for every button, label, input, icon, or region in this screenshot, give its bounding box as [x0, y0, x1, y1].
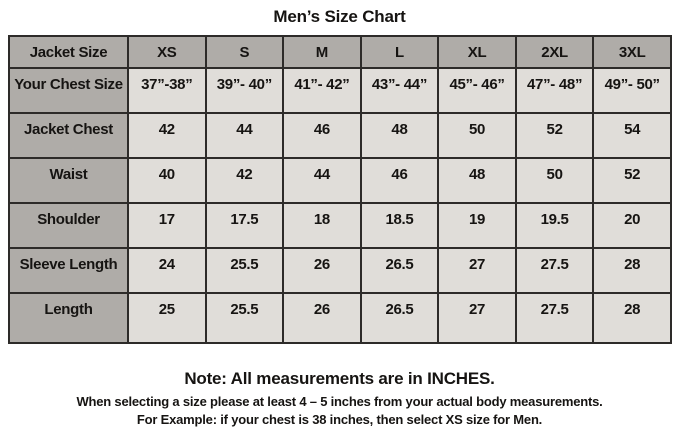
column-header-3xl: 3XL [593, 36, 671, 68]
size-value: 20 [593, 203, 671, 248]
size-value: 46 [361, 158, 439, 203]
column-header-jacket-size: Jacket Size [9, 36, 128, 68]
size-value: 49”- 50” [593, 68, 671, 113]
size-value: 18 [283, 203, 361, 248]
size-value: 42 [206, 158, 284, 203]
size-value: 26 [283, 248, 361, 293]
size-value: 48 [438, 158, 516, 203]
row-label: Length [9, 293, 128, 343]
size-value: 18.5 [361, 203, 439, 248]
size-value: 17 [128, 203, 206, 248]
size-value: 54 [593, 113, 671, 158]
size-value: 25 [128, 293, 206, 343]
column-header-m: M [283, 36, 361, 68]
size-value: 26.5 [361, 248, 439, 293]
size-value: 43”- 44” [361, 68, 439, 113]
size-value: 50 [516, 158, 594, 203]
column-header-l: L [361, 36, 439, 68]
size-value: 19.5 [516, 203, 594, 248]
size-value: 52 [593, 158, 671, 203]
size-value: 46 [283, 113, 361, 158]
size-value: 27 [438, 248, 516, 293]
table-row-sleeve-length [9, 248, 671, 293]
size-value: 48 [361, 113, 439, 158]
size-value: 28 [593, 293, 671, 343]
size-value: 44 [206, 113, 284, 158]
size-value: 47”- 48” [516, 68, 594, 113]
size-value: 44 [283, 158, 361, 203]
size-value: 39”- 40” [206, 68, 284, 113]
note-line-1: When selecting a size please at least 4 – 5 inches from your actual body measurements. [76, 394, 603, 409]
size-table [8, 35, 672, 344]
table-row-waist [9, 158, 671, 203]
size-value: 19 [438, 203, 516, 248]
column-header-xs: XS [128, 36, 206, 68]
row-label: Jacket Chest [9, 113, 128, 158]
row-label: Shoulder [9, 203, 128, 248]
table-header-row [9, 36, 671, 68]
size-value: 27.5 [516, 248, 594, 293]
size-value: 37”-38” [128, 68, 206, 113]
table-row-shoulder [9, 203, 671, 248]
size-value: 45”- 46” [438, 68, 516, 113]
page-title: Men’s Size Chart [273, 7, 406, 26]
row-label: Waist [9, 158, 128, 203]
size-value: 40 [128, 158, 206, 203]
table-row-length [9, 293, 671, 343]
column-header-xl: XL [438, 36, 516, 68]
size-value: 26 [283, 293, 361, 343]
size-value: 27.5 [516, 293, 594, 343]
size-value: 27 [438, 293, 516, 343]
size-value: 25.5 [206, 293, 284, 343]
table-row-chest-size [9, 68, 671, 113]
row-label: Your Chest Size [9, 68, 128, 113]
row-label: Sleeve Length [9, 248, 128, 293]
size-value: 28 [593, 248, 671, 293]
size-value: 26.5 [361, 293, 439, 343]
table-row-jacket-chest [9, 113, 671, 158]
column-header-s: S [206, 36, 284, 68]
size-value: 24 [128, 248, 206, 293]
column-header-2xl: 2XL [516, 36, 594, 68]
size-value: 17.5 [206, 203, 284, 248]
note-heading: Note: All measurements are in INCHES. [184, 369, 495, 388]
size-value: 42 [128, 113, 206, 158]
size-value: 25.5 [206, 248, 284, 293]
size-value: 41”- 42” [283, 68, 361, 113]
size-value: 50 [438, 113, 516, 158]
size-value: 52 [516, 113, 594, 158]
note-line-2: For Example: if your chest is 38 inches, then select XS size for Men. [136, 412, 543, 427]
notes-section [0, 369, 679, 429]
